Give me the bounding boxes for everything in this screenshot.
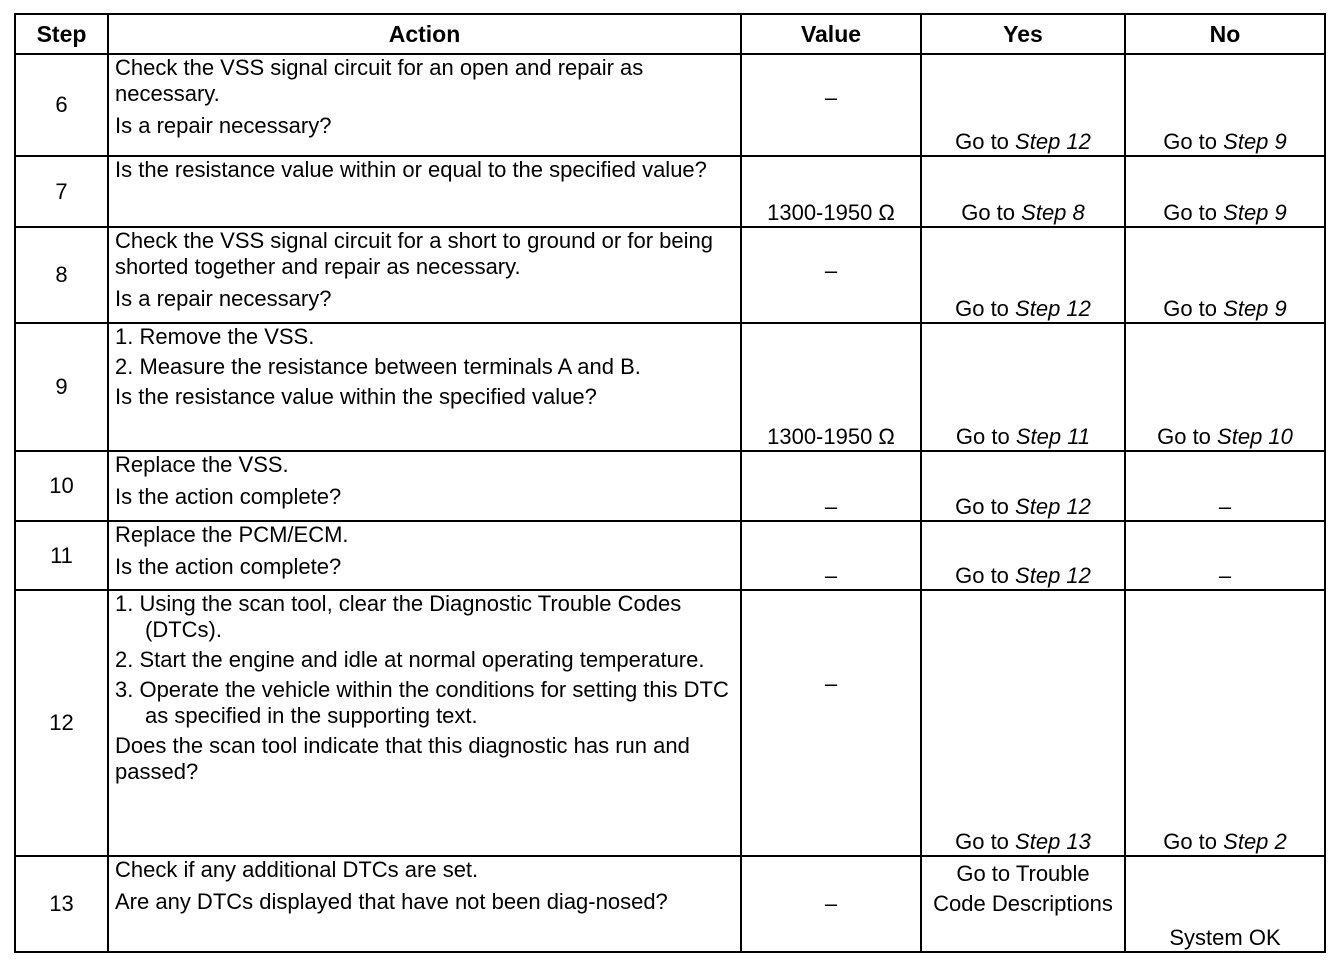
no-cell: Go to Step 2 [1125, 590, 1325, 856]
step-number: 13 [15, 856, 108, 952]
list-item: 2. Measure the resistance between terminals A and B. [115, 354, 641, 379]
action-steps [115, 591, 734, 729]
action-question: Does the scan tool indicate that this diagnostic has run and passed? [115, 733, 690, 784]
action-question: Is the action complete? [115, 554, 342, 579]
value-cell: – [741, 856, 921, 952]
table-row [15, 227, 1325, 323]
action-cell [108, 521, 741, 590]
table-row [15, 156, 1325, 227]
action-steps [115, 324, 734, 380]
step-number: 10 [15, 451, 108, 521]
yes-cell: Go to Step 12 [921, 54, 1125, 156]
action-question: Are any DTCs displayed that have not been diag-nosed? [115, 889, 668, 914]
action-question: Is the resistance value within the specified value? [115, 384, 597, 409]
diagnostic-table [14, 13, 1326, 953]
action-cell [108, 323, 741, 451]
no-cell: Go to Step 9 [1125, 54, 1325, 156]
step-number: 8 [15, 227, 108, 323]
no-cell: Go to Step 10 [1125, 323, 1325, 451]
list-item: 1. Remove the VSS. [115, 324, 315, 349]
action-cell [108, 156, 741, 227]
action-cell [108, 590, 741, 856]
list-item: 3. Operate the vehicle within the conditions for setting this DTC as specified in the supporting text. [115, 677, 729, 728]
table-row [15, 521, 1325, 590]
list-item: 2. Start the engine and idle at normal operating temperature. [115, 647, 705, 672]
yes-cell: Go to Step 12 [921, 451, 1125, 521]
header-no: No [1125, 14, 1325, 54]
yes-cell: Go to Step 12 [921, 227, 1125, 323]
header-action: Action [108, 14, 741, 54]
action-text: Check the VSS signal circuit for an open and repair as necessary. [115, 55, 644, 106]
value-cell: – [741, 590, 921, 856]
value-cell: – [741, 227, 921, 323]
yes-cell: Go to Step 12 [921, 521, 1125, 590]
header-value: Value [741, 14, 921, 54]
action-text: Check the VSS signal circuit for a short to ground or for being shorted together and repair as necessary. [115, 228, 713, 279]
value-cell: – [741, 54, 921, 156]
action-question: Is a repair necessary? [115, 286, 332, 311]
no-cell: System OK [1125, 856, 1325, 952]
table-row [15, 323, 1325, 451]
value-cell: – [741, 521, 921, 590]
header-yes: Yes [921, 14, 1125, 54]
table-row [15, 590, 1325, 856]
action-cell [108, 227, 741, 323]
step-number: 12 [15, 590, 108, 856]
value-cell: – [741, 451, 921, 521]
table-row [15, 451, 1325, 521]
step-number: 6 [15, 54, 108, 156]
action-cell [108, 54, 741, 156]
step-number: 9 [15, 323, 108, 451]
no-cell: Go to Step 9 [1125, 156, 1325, 227]
header-row [15, 14, 1325, 54]
no-cell: Go to Step 9 [1125, 227, 1325, 323]
action-cell [108, 856, 741, 952]
header-step: Step [15, 14, 108, 54]
step-number: 11 [15, 521, 108, 590]
no-cell: – [1125, 521, 1325, 590]
yes-cell: Go to Step 13 [921, 590, 1125, 856]
action-question: Is the action complete? [115, 484, 342, 509]
action-text: Replace the PCM/ECM. [115, 522, 349, 547]
action-question: Is the resistance value within or equal to the specified value? [115, 157, 707, 182]
step-number: 7 [15, 156, 108, 227]
no-cell: – [1125, 451, 1325, 521]
action-cell [108, 451, 741, 521]
list-item: 1. Using the scan tool, clear the Diagnostic Trouble Codes (DTCs). [115, 591, 682, 642]
action-text: Check if any additional DTCs are set. [115, 857, 479, 882]
value-cell: 1300-1950 Ω [741, 323, 921, 451]
value-cell: 1300-1950 Ω [741, 156, 921, 227]
table-row [15, 54, 1325, 156]
table-row [15, 856, 1325, 952]
action-text: Replace the VSS. [115, 452, 289, 477]
yes-cell: Go to Trouble Code Descriptions [921, 856, 1125, 952]
yes-cell: Go to Step 8 [921, 156, 1125, 227]
yes-cell: Go to Step 11 [921, 323, 1125, 451]
action-question: Is a repair necessary? [115, 113, 332, 138]
